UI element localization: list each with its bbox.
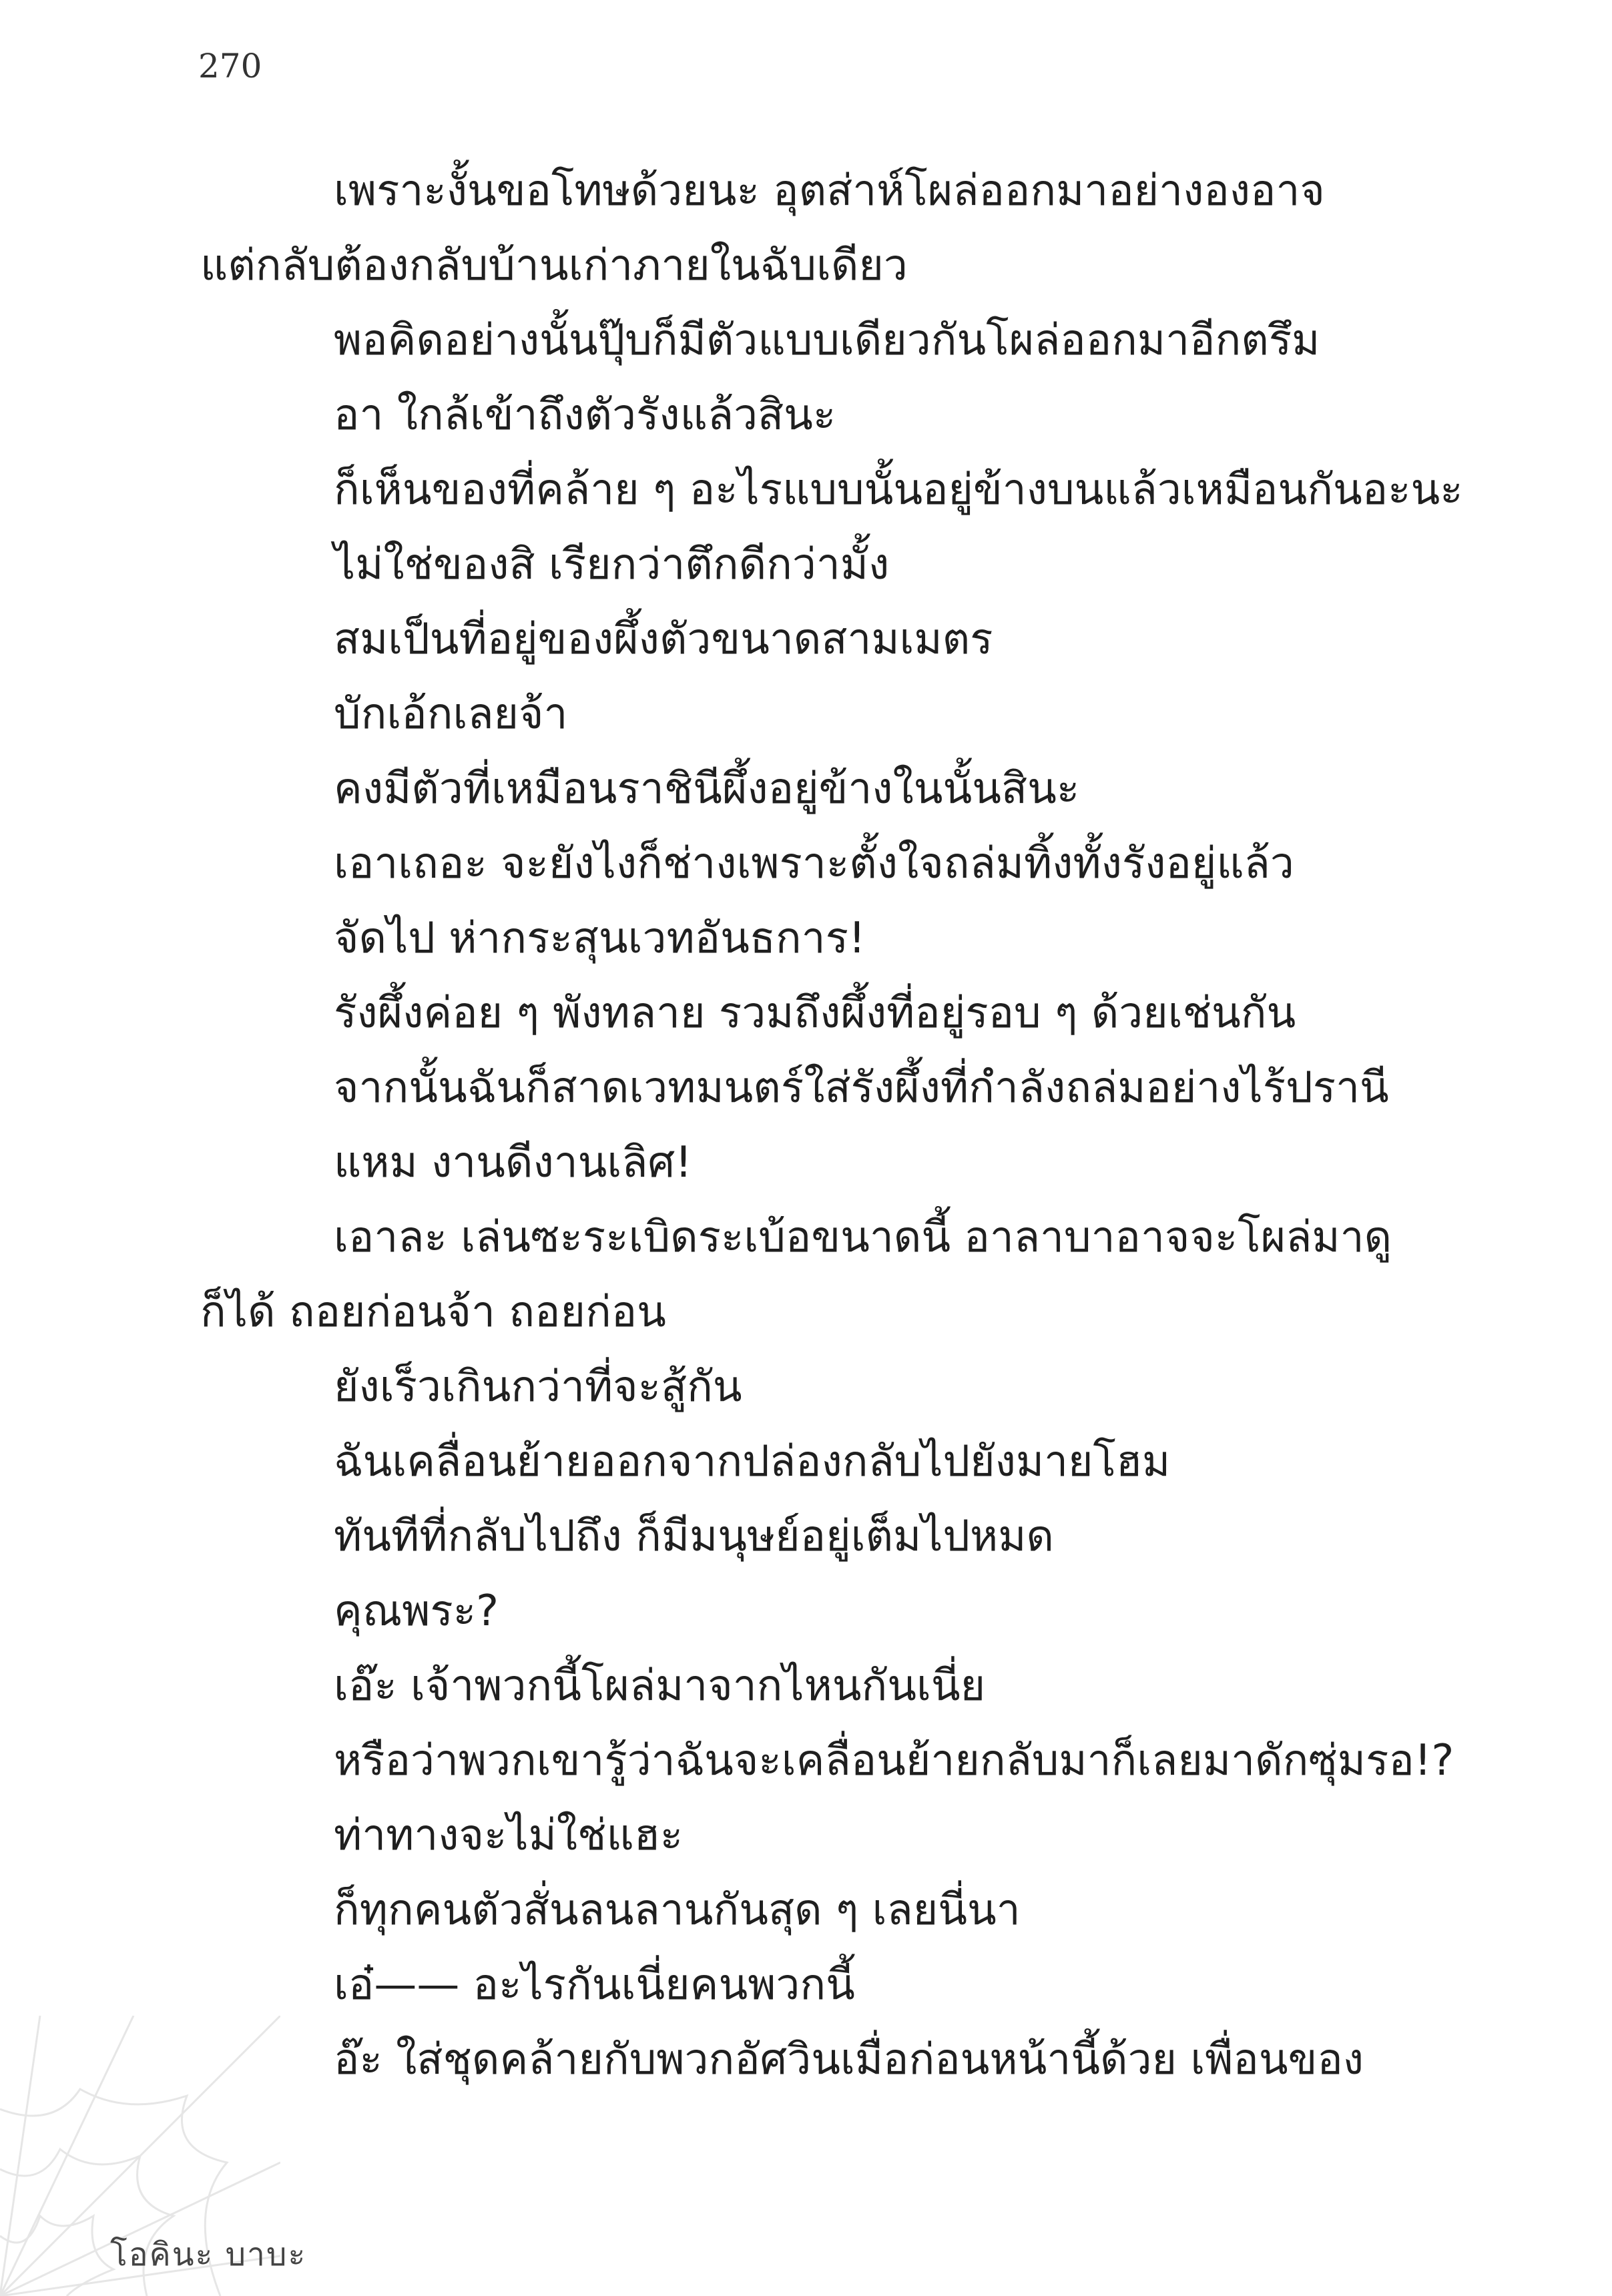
text-line: จากนั้นฉันก็สาดเวทมนตร์ใส่รังผึ้งที่กำลังถล่มอย่างไร้ปรานี xyxy=(334,1063,1389,1113)
text-line: จัดไป ห่ากระสุนเวทอันธการ! xyxy=(334,914,866,963)
text-line: พอคิดอย่างนั้นปุ๊บก็มีตัวแบบเดียวกันโผล่ออกมาอีกตรึม xyxy=(334,316,1320,365)
text-line: ฉันเคลื่อนย้ายออกจากปล่องกลับไปยังมายโฮม xyxy=(334,1437,1171,1486)
text-line: ทันทีที่กลับไปถึง ก็มีมนุษย์อยู่เต็มไปหมด xyxy=(334,1512,1054,1561)
text-line: สมเป็นที่อยู่ของผึ้งตัวขนาดสามเมตร xyxy=(334,615,993,664)
text-line: คุณพระ? xyxy=(334,1587,499,1636)
text-line: คงมีตัวที่เหมือนราชินีผึ้งอยู่ข้างในนั้นสินะ xyxy=(334,764,1080,814)
text-line: เอาเถอะ จะยังไงก็ช่างเพราะตั้งใจถล่มทิ้งทั้งรังอยู่แล้ว xyxy=(334,839,1294,888)
text-line: อา ใกล้เข้าถึงตัวรังแล้วสินะ xyxy=(334,390,836,440)
text-line: แหม งานดีงานเลิศ! xyxy=(334,1138,692,1187)
text-line: แต่กลับต้องกลับบ้านเก่าภายในฉับเดียว xyxy=(200,241,908,290)
text-line: เอาละ เล่นซะระเบิดระเบ้อขนาดนี้ อาลาบาอาจจะโผล่มาดู xyxy=(334,1213,1392,1262)
text-line: ไม่ใช่ของสิ เรียกว่าตึกดีกว่ามั้ง xyxy=(334,540,890,589)
text-line: รังผึ้งค่อย ๆ พังทลาย รวมถึงผึ้งที่อยู่รอบ ๆ ด้วยเช่นกัน xyxy=(334,988,1296,1038)
footer-book-title: โอคินะ บาบะ xyxy=(110,2236,307,2273)
text-line: ก็เห็นของที่คล้าย ๆ อะไรแบบนั้นอยู่ข้างบนแล้วเหมือนกันอะนะ xyxy=(334,465,1463,515)
text-line: ก็ทุกคนตัวสั่นลนลานกันสุด ๆ เลยนี่นา xyxy=(334,1886,1021,1935)
text-line: เพราะงั้นขอโทษด้วยนะ อุตส่าห์โผล่ออกมาอย่างองอาจ xyxy=(334,166,1325,216)
text-line: ยังเร็วเกินกว่าที่จะสู้กัน xyxy=(334,1362,742,1412)
text-line: เอ๊ะ เจ้าพวกนี้โผล่มาจากไหนกันเนี่ย xyxy=(334,1661,986,1711)
text-line: หรือว่าพวกเขารู้ว่าฉันจะเคลื่อนย้ายกลับมาก็เลยมาดักซุ่มรอ!? xyxy=(334,1736,1454,1785)
text-line: เอ๋—— อะไรกันเนี่ยคนพวกนี้ xyxy=(334,1960,855,2010)
text-line: อ๊ะ ใส่ชุดคล้ายกับพวกอัศวินเมื่อก่อนหน้านี้ด้วย เพื่อนของ xyxy=(334,2035,1364,2084)
text-line: บักเอ้กเลยจ้า xyxy=(334,689,568,739)
body-text xyxy=(200,154,1463,2097)
text-line: ท่าทางจะไม่ใช่แฮะ xyxy=(334,1811,684,1860)
page-number: 270 xyxy=(198,47,262,85)
text-line: ก็ได้ ถอยก่อนจ้า ถอยก่อน xyxy=(200,1287,666,1337)
